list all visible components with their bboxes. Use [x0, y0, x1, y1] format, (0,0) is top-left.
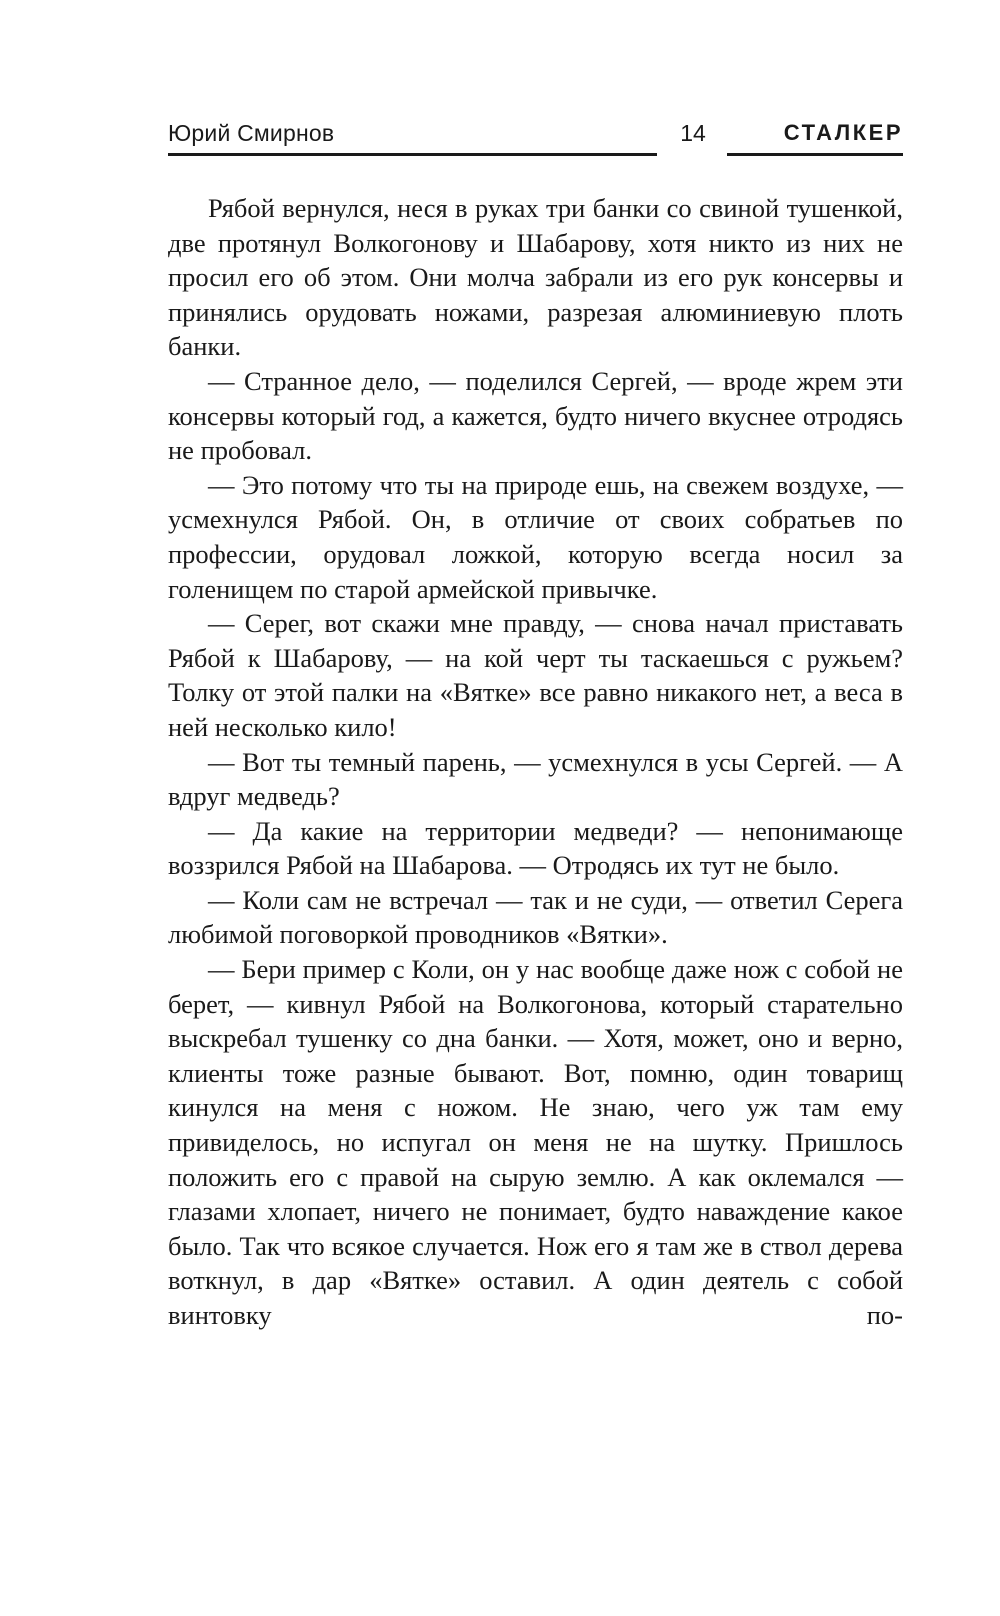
page-number: 14	[680, 120, 706, 146]
paragraph: — Да какие на территории медведи? — непонимающе воззрился Рябой на Шабарова. — Отродясь их тут не было.	[168, 815, 903, 881]
paragraph: — Это потому что ты на природе ешь, на свежем воздухе, — усмехнулся Рябой. Он, в отличие от своих собратьев по профессии, орудовал ложкой, которую всегда носил за голенищем по старой армейской привычке.	[168, 469, 903, 604]
paragraph: — Бери пример с Коли, он у нас вообще даже нож с собой не берет, — кивнул Рябой на Волкогонова, который старательно выскребал тушенку со дна банки. — Хотя, может, оно и верно, клиенты тоже разные бывают. Вот, помню, один товарищ кинулся на меня с ножом. Не знаю, чего уж там ему привиделось, но испугал он меня не на шутку. Пришлось положить его с правой на сырую землю. А как оклемался — глазами хлопает, ничего не понимает, будто наваждение какое было. Так что всякое случается. Нож его я там же в ствол дерева воткнул, в дар «Вятке» оставил. А один деятель с собой винтовку по-	[168, 954, 903, 1330]
series-title: СТАЛКЕР	[783, 120, 903, 145]
header-rule-left	[168, 153, 657, 156]
running-header	[168, 118, 903, 160]
author-name: Юрий Смирнов	[168, 120, 335, 146]
paragraph: Рябой вернулся, неся в руках три банки со свиной тушенкой, две протянул Волкогонову и Шабарову, хотя никто из них не просил его об этом. Они молча забрали из его рук консервы и принялись орудовать ножами, разрезая алюминиевую плоть банки.	[168, 193, 903, 362]
body-text	[168, 191, 903, 1333]
paragraph: — Вот ты темный парень, — усмехнулся в усы Сергей. — А вдруг медведь?	[168, 746, 903, 812]
paragraph: — Коли сам не встречал — так и не суди, — ответил Серега любимой поговоркой проводников «Вятки».	[168, 884, 903, 950]
paragraph: — Серег, вот скажи мне правду, — снова начал приставать Рябой к Шабарову, — на кой черт ты таскаешься с ружьем? Толку от этой палки на «Вятке» все равно никакого нет, а веса в ней несколько кило!	[168, 608, 903, 742]
paragraph: — Странное дело, — поделился Сергей, — вроде жрем эти консервы который год, а кажется, будто ничего вкуснее отродясь не пробовал.	[168, 365, 903, 466]
header-rule-right	[727, 153, 903, 156]
